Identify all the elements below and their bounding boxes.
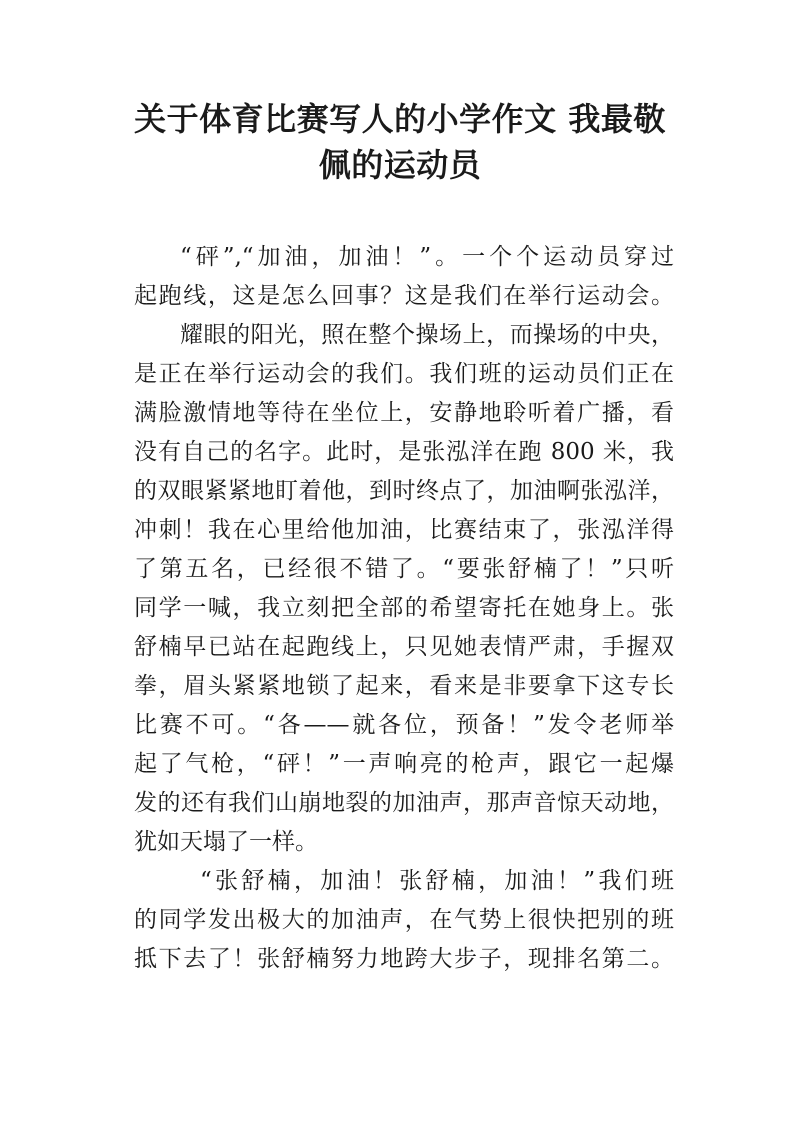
article-body bbox=[134, 238, 674, 979]
text-line: 满脸激情地等待在坐位上，安静地聆听着广播，看 bbox=[134, 400, 674, 426]
title-line: 佩的运动员 bbox=[318, 146, 482, 184]
text-line: 起跑线，这是怎么回事？这是我们在举行运动会。 bbox=[134, 283, 674, 309]
text-line: 起了气枪，“砰！”一声响亮的枪声，跟它一起爆 bbox=[134, 751, 674, 777]
text-line: “张舒楠，加油！张舒楠，加油！”我们班 bbox=[200, 868, 674, 894]
text-line: 拳，眉头紧紧地锁了起来，看来是非要拿下这专长 bbox=[134, 673, 674, 699]
text-line: 的同学发出极大的加油声，在气势上很快把别的班 bbox=[134, 907, 674, 933]
text-line: 没有自己的名字。此时，是张泓洋在跑 800 米，我 bbox=[134, 439, 674, 465]
text-line: 发的还有我们山崩地裂的加油声，那声音惊天动地， bbox=[134, 790, 674, 816]
text-line: “砰”,“加油，加油！”。一个个运动员穿过 bbox=[180, 244, 674, 270]
text-line: 耀眼的阳光，照在整个操场上，而操场的中央， bbox=[180, 322, 674, 348]
text-line: 比赛不可。“各——就各位，预备！”发令老师举 bbox=[134, 712, 674, 738]
text-line: 是正在举行运动会的我们。我们班的运动员们正在 bbox=[134, 361, 674, 387]
text-line: 同学一喊，我立刻把全部的希望寄托在她身上。张 bbox=[134, 595, 674, 621]
text-line: 犹如天塌了一样。 bbox=[134, 829, 318, 855]
text-line: 冲刺！我在心里给他加油，比赛结束了，张泓洋得 bbox=[134, 517, 674, 543]
text-line: 抵下去了！张舒楠努力地跨大步子，现排名第二。 bbox=[134, 946, 674, 972]
title-line: 关于体育比赛写人的小学作文 我最敬 bbox=[134, 100, 666, 138]
text-line: 的双眼紧紧地盯着他，到时终点了，加油啊张泓洋， bbox=[134, 478, 674, 504]
document-title bbox=[120, 96, 680, 188]
text-line: 了第五名，已经很不错了。“要张舒楠了！”只听 bbox=[134, 556, 674, 582]
text-line: 舒楠早已站在起跑线上，只见她表情严肃，手握双 bbox=[134, 634, 674, 660]
